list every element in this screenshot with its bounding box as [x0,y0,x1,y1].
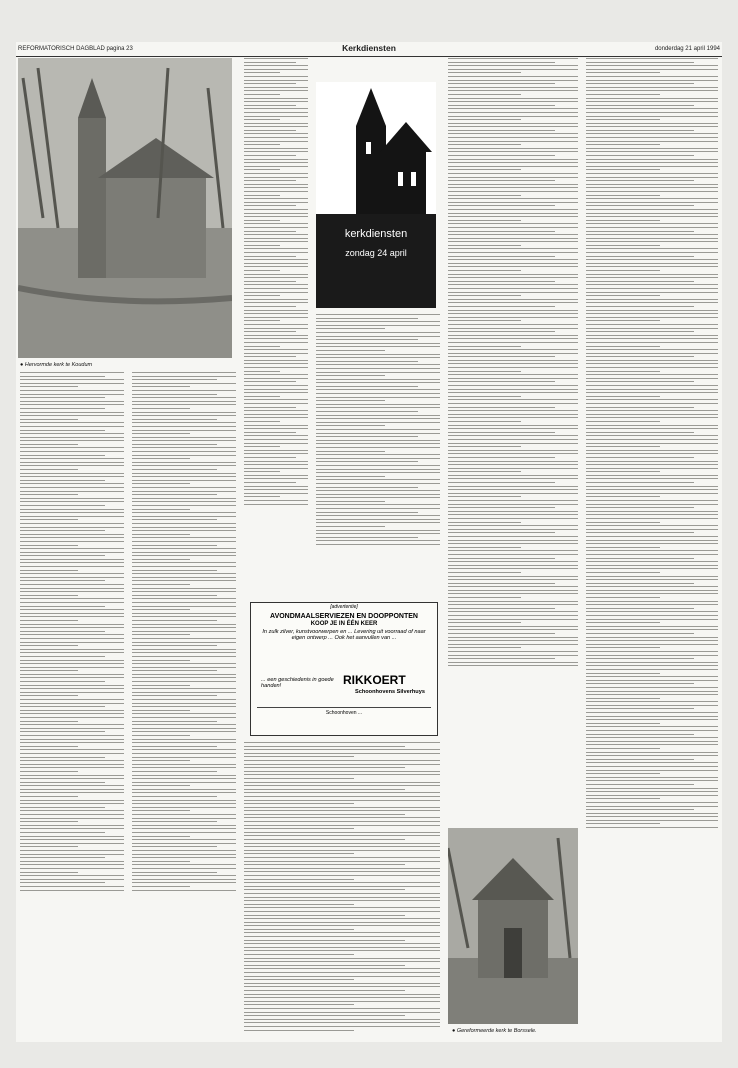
listing-column-6 [448,58,578,818]
listing-column-1 [20,372,124,1032]
listing-column-3 [244,58,308,598]
banner-date: zondag 24 april [345,248,407,258]
publication-label: REFORMATORISCH DAGBLAD pagina 23 [18,46,133,52]
church-illustration [316,82,436,216]
ad-subheadline: KOOP JE IN ÉÉN KEER [310,621,378,627]
listing-column-7 [586,58,718,1038]
ad-logo-sub: Schoonhovens Silverhuys [355,689,425,695]
advertisement-label: [advertentie] [330,604,358,610]
listing-column-5 [316,314,440,598]
photo-caption-right: ● Gereformeerde kerk te Borssele. [452,1028,537,1034]
ad-logo: RIKKOERT [343,673,406,687]
issue-date: donderdag 21 april 1994 [654,46,720,52]
advertisement-box [250,602,438,736]
ad-headline: AVONDMAALSERVIEZEN EN DOOPPONTEN [270,613,418,620]
kerkdiensten-banner [316,214,436,308]
section-title: Kerkdiensten [342,43,396,53]
church-photo-right [448,828,578,1024]
listing-column-4 [244,742,440,1032]
photo-caption-left: ● Hervormde kerk te Koudum [20,362,93,368]
listing-column-2 [132,372,236,1032]
ad-quote: ... een geschiedenis in goede handen! [261,677,334,690]
newspaper-page [16,42,722,1042]
ad-footer: Schoonhoven ... [257,707,431,716]
page-header [16,42,722,57]
banner-title: kerkdiensten [344,228,408,240]
church-photo-left [18,58,232,358]
ad-body: In zulk zilver, kunstvoorwerpen en ... Levering uit voorraad of naar eigen ontwerp ... Ook het aanvullen van ... [262,629,426,642]
